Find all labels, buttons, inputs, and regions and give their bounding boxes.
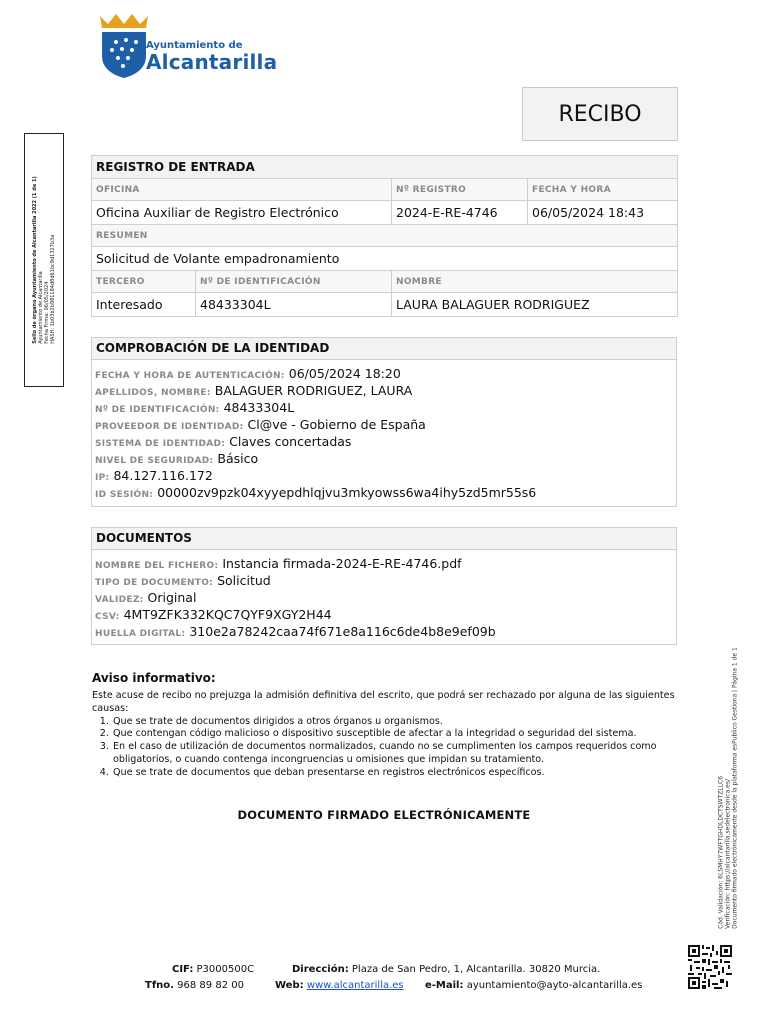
- seal-line-4: HASH: 1b03b2b981184d8d61bc9d1327b3a: [50, 234, 56, 344]
- identidad-row: [92, 365, 676, 382]
- seal-line-1: Sello de órgano Ayuntamiento de Alcantarilla 2022 (1 de 1): [32, 176, 38, 344]
- verification-text: [718, 647, 739, 929]
- documento-key: HUELLA DIGITAL:: [95, 629, 186, 639]
- identidad-key: NIVEL DE SEGURIDAD:: [95, 456, 214, 466]
- web-link[interactable]: www.alcantarilla.es: [306, 980, 404, 991]
- seal-stamp-text: [32, 176, 56, 344]
- documento-row: [92, 606, 676, 623]
- cif-value: P3000500C: [196, 964, 255, 975]
- document-type-label: RECIBO: [558, 101, 642, 127]
- aviso-item: 1. Que se trate de documentos dirigidos a otros órganos u organismos.: [112, 716, 678, 729]
- cif-label: CIF:: [172, 964, 194, 975]
- firmado-label: DOCUMENTO FIRMADO ELECTRÓNICAMENTE: [237, 808, 531, 822]
- aviso-item: 2. Que contengan código malicioso o dispositivo susceptible de afectar a la integridad o seguridad del sistema.: [112, 728, 678, 741]
- nro-registro-value: 2024-E-RE-4746: [392, 201, 528, 225]
- seal-line-3: Fecha Firma: 06/05/2024: [44, 281, 50, 344]
- qr-code-icon: [688, 945, 732, 989]
- identidad-value: BALAGUER RODRIGUEZ, LAURA: [214, 383, 413, 398]
- identidad-value: Cl@ve - Gobierno de España: [247, 417, 426, 432]
- documento-key: TIPO DE DOCUMENTO:: [95, 578, 214, 588]
- identidad-row: [92, 416, 676, 433]
- identidad-value: Claves concertadas: [229, 434, 352, 449]
- identidad-title: COMPROBACIÓN DE LA IDENTIDAD: [92, 338, 676, 360]
- aviso-title: Aviso informativo:: [92, 671, 216, 685]
- verification-strip: [713, 638, 743, 938]
- nro-registro-label: Nº REGISTRO: [392, 179, 528, 201]
- direccion-label: Dirección:: [292, 964, 349, 975]
- identidad-value: 00000zv9pzk04xyyepdhlqjvu3mkyowss6wa4ihy5zd5mr55s6: [157, 485, 537, 500]
- direccion-value: Plaza de San Pedro, 1, Alcantarilla. 30820 Murcia.: [351, 964, 601, 975]
- identidad-key: ID SESIÓN:: [95, 490, 154, 500]
- documento-row: [92, 589, 676, 606]
- nro-identificacion-label: Nº DE IDENTIFICACIÓN: [196, 271, 392, 293]
- fecha-hora-label: FECHA Y HORA: [528, 179, 678, 201]
- documento-value: Original: [147, 590, 197, 605]
- aviso-body: [92, 690, 678, 780]
- logo-subtitle: Ayuntamiento de: [146, 40, 243, 51]
- telefono-label: Tfno.: [145, 980, 174, 991]
- documento-row: [92, 555, 676, 572]
- seal-line-2: Ayuntamiento de Alcantarilla: [38, 271, 44, 344]
- verification-platform: Documento firmado electrónicamente desde la plataforma esPublico Gestiona | Página 1 de 1: [731, 647, 739, 929]
- identidad-row: [92, 433, 676, 450]
- resumen-value: Solicitud de Volante empadronamiento: [92, 247, 678, 271]
- email-label: e-Mail:: [425, 980, 464, 991]
- identidad-value: Básico: [217, 451, 259, 466]
- nombre-label: NOMBRE: [392, 271, 678, 293]
- tercero-label: TERCERO: [92, 271, 196, 293]
- documentos-title: DOCUMENTOS: [92, 528, 676, 550]
- telefono-value: 968 89 82 00: [177, 980, 244, 991]
- aviso-intro: Este acuse de recibo no prejuzga la admisión definitiva del escrito, que podrá ser rechazado por alguna de las siguientes causas:: [92, 690, 675, 714]
- footer-direccion: [292, 964, 600, 975]
- identidad-key: APELLIDOS, NOMBRE:: [95, 388, 211, 398]
- footer-telefono: [145, 980, 244, 991]
- documento-key: NOMBRE DEL FICHERO:: [95, 561, 219, 571]
- identidad-row: [92, 467, 676, 484]
- documento-value: Solicitud: [217, 573, 271, 588]
- documento-key: VALIDEZ:: [95, 595, 144, 605]
- registro-title: REGISTRO DE ENTRADA: [92, 156, 678, 179]
- identidad-value: 06/05/2024 18:20: [288, 366, 401, 381]
- verification-url: Verificación: https://alcantarilla.sedelectronica.es/: [724, 779, 732, 929]
- identidad-key: PROVEEDOR DE IDENTIDAD:: [95, 422, 244, 432]
- identidad-panel: [91, 337, 677, 507]
- documento-row: [92, 623, 676, 640]
- documento-row: [92, 572, 676, 589]
- resumen-label: RESUMEN: [92, 225, 678, 247]
- verification-code: Cód. Validación: 6LSMHY7WFTGHDLDCTSWTZLLC6: [717, 775, 725, 929]
- identidad-row: [92, 484, 676, 501]
- identidad-value: 48433304L: [223, 400, 295, 415]
- identidad-key: FECHA Y HORA DE AUTENTICACIÓN:: [95, 371, 285, 381]
- identidad-row: [92, 399, 676, 416]
- email-value: ayuntamiento@ayto-alcantarilla.es: [466, 980, 643, 991]
- registro-table: [91, 155, 678, 317]
- footer-web: [275, 980, 404, 991]
- tercero-value: Interesado: [92, 293, 196, 317]
- identidad-key: Nº DE IDENTIFICACIÓN:: [95, 405, 220, 415]
- footer-cif: [172, 964, 254, 975]
- fecha-hora-value: 06/05/2024 18:43: [528, 201, 678, 225]
- documento-value: 310e2a78242caa74f671e8a116c6de4b8e9ef09b: [189, 624, 496, 639]
- aviso-list: [92, 716, 678, 780]
- identidad-key: IP:: [95, 473, 110, 483]
- identidad-row: [92, 382, 676, 399]
- document-type-box: [522, 87, 678, 141]
- logo-title: Alcantarilla: [146, 50, 278, 74]
- aviso-item: 3. En el caso de utilización de documentos normalizados, cuando no se cumplimenten los campos requeridos como obligatorios, o cuando contenga incongruencias u omisiones que impidan su tratamiento.: [112, 741, 678, 767]
- documento-key: CSV:: [95, 612, 120, 622]
- oficina-label: OFICINA: [92, 179, 392, 201]
- nombre-value: LAURA BALAGUER RODRIGUEZ: [392, 293, 678, 317]
- documento-value: 4MT9ZFK332KQC7QYF9XGY2H44: [123, 607, 332, 622]
- documentos-panel: [91, 527, 677, 645]
- seal-stamp: [24, 133, 64, 387]
- identidad-row: [92, 450, 676, 467]
- footer-email: [425, 980, 642, 991]
- nro-identificacion-value: 48433304L: [196, 293, 392, 317]
- identidad-value: 84.127.116.172: [113, 468, 213, 483]
- documento-value: Instancia firmada-2024-E-RE-4746.pdf: [222, 556, 462, 571]
- oficina-value: Oficina Auxiliar de Registro Electrónico: [92, 201, 392, 225]
- identidad-key: SISTEMA DE IDENTIDAD:: [95, 439, 226, 449]
- aviso-item: 4. Que se trate de documentos que deban presentarse en registros electrónicos específicos.: [112, 767, 678, 780]
- web-label: Web:: [275, 980, 304, 991]
